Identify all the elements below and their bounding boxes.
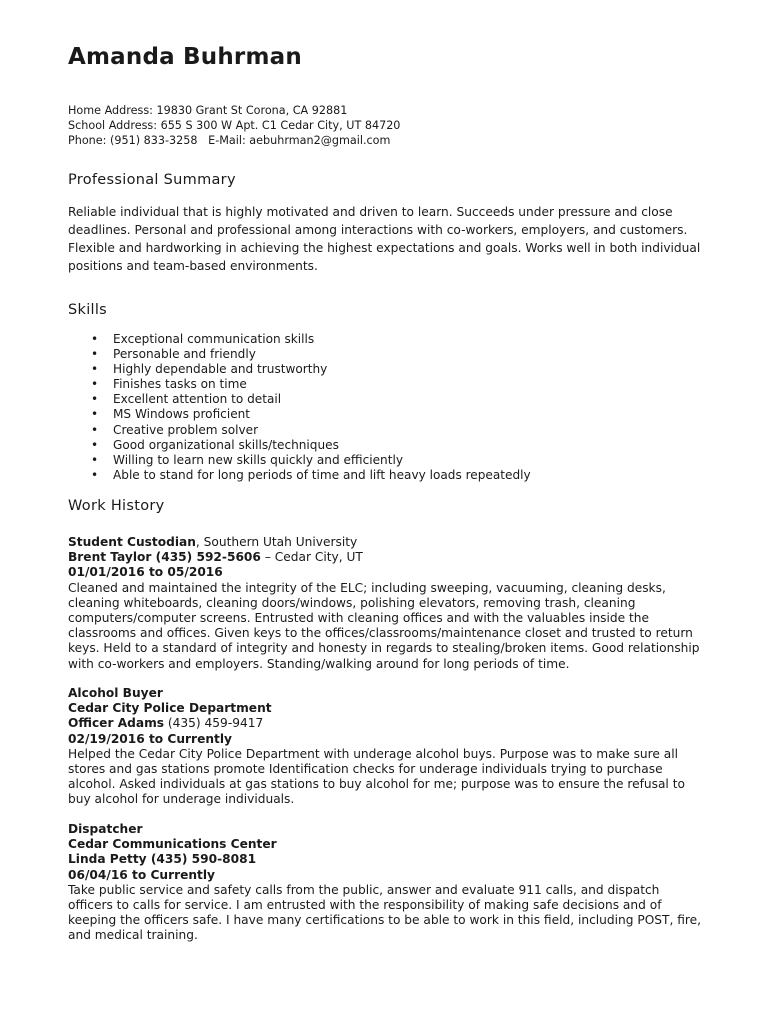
- job-title-line: Student Custodian, Southern Utah University: [68, 535, 358, 549]
- job-dates: 02/19/2016 to Currently: [68, 731, 232, 746]
- skill-item: • Able to stand for long periods of time and lift heavy loads repeatedly: [91, 467, 531, 482]
- work-history-heading: Work History: [68, 498, 165, 514]
- job-organization: Cedar City Police Department: [68, 701, 272, 716]
- skills-heading: Skills: [68, 302, 108, 318]
- job-title: Alcohol Buyer: [68, 686, 163, 700]
- job-organization: Cedar Communications Center: [68, 837, 277, 852]
- job-entry-custodian: [68, 535, 708, 672]
- skill-item: • Creative problem solver: [91, 422, 259, 437]
- job-description: Helped the Cedar City Police Department with underage alcohol buys. Purpose was to make sure all stores and gas stations promote Identification checks for underage individuals trying to purchase alcohol. Asked individuals at gas stations to buy alcohol for me; purpose was to ensure the refusal to buy alcohol for underage individuals.: [68, 746, 685, 807]
- bullet-icon: •: [91, 422, 99, 437]
- skill-item: • Excellent attention to detail: [91, 392, 282, 407]
- summary-heading: Professional Summary: [68, 172, 236, 188]
- job-title: Dispatcher: [68, 822, 143, 836]
- home-address: Home Address: 19830 Grant St Corona, CA 92881: [68, 104, 348, 117]
- bullet-icon: •: [91, 332, 99, 346]
- skill-item: • Willing to learn new skills quickly and efficiently: [91, 452, 403, 467]
- bullet-icon: •: [91, 347, 99, 362]
- skill-item: • MS Windows proficient: [91, 407, 251, 422]
- bullet-icon: •: [91, 452, 99, 467]
- job-description: Take public service and safety calls from the public, answer and evaluate 911 calls, and dispatch officers to calls for service. I am entrusted with the responsibility of making safe decisions and of keeping the officers safe. I have many certifications to be able to work in this field, including POST, fire, and medical training.: [68, 882, 702, 943]
- bullet-icon: •: [91, 377, 99, 392]
- job-description: Cleaned and maintained the integrity of the ELC; including sweeping, vacuuming, cleaning desks, cleaning whiteboards, cleaning doors/windows, polishing elevators, removing trash, cleaning computers/computer screens. Entrusted with cleaning offices and with the valuables inside the classrooms and offices. Given keys to the offices/classrooms/maintenance closet and trusted to return keys. Held to a standard of integrity and honesty in regards to stealing/broken items. Good relationship with co-workers and employers. Standing/walking around for long periods of time.: [68, 580, 700, 671]
- bullet-icon: •: [91, 362, 99, 377]
- applicant-name: Amanda Buhrman: [68, 44, 302, 70]
- job-entry-alcohol-buyer: [68, 686, 708, 808]
- job-contact-line: Officer Adams (435) 459-9417: [68, 716, 264, 731]
- job-contact: Linda Petty (435) 590-8081: [68, 852, 257, 867]
- job-dates: 01/01/2016 to 05/2016: [68, 565, 223, 580]
- school-address: School Address: 655 S 300 W Apt. C1 Cedar City, UT 84720: [68, 119, 401, 132]
- phone-email: Phone: (951) 833-3258 E-Mail: aebuhrman2@gmail.com: [68, 134, 391, 147]
- bullet-icon: •: [91, 437, 99, 452]
- job-entry-dispatcher: [68, 822, 708, 944]
- bullet-icon: •: [91, 392, 99, 407]
- skill-item: • Exceptional communication skills: [91, 332, 315, 346]
- job-contact-line: Brent Taylor (435) 592-5606 – Cedar City, UT: [68, 550, 363, 565]
- skill-item: • Finishes tasks on time: [91, 377, 247, 392]
- bullet-icon: •: [91, 467, 99, 482]
- contact-block: [68, 103, 400, 148]
- summary-text: Reliable individual that is highly motivated and driven to learn. Succeeds under pressure and close deadlines. Personal and professional among interactions with co-workers, employers, and customers. Flexible and hardworking in achieving the highest expectations and goals. Works well in both individual positions and team-based environments.: [68, 205, 701, 273]
- job-dates: 06/04/16 to Currently: [68, 867, 215, 882]
- skill-item: • Highly dependable and trustworthy: [91, 362, 328, 377]
- skills-list: [68, 332, 531, 483]
- bullet-icon: •: [91, 407, 99, 422]
- skill-item: • Personable and friendly: [91, 347, 256, 362]
- skill-item: • Good organizational skills/techniques: [91, 437, 339, 452]
